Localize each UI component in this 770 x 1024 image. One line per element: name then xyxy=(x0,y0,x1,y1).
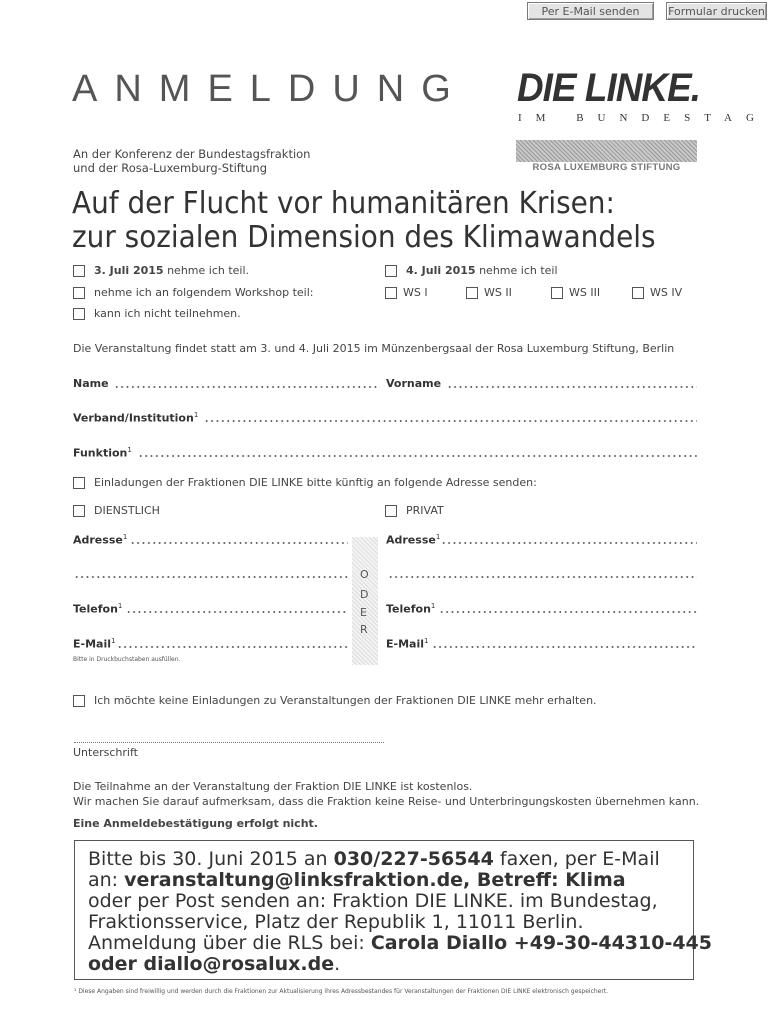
email-dienstlich-label: E-Mail$^1$ xyxy=(73,637,116,651)
ws4-label: WS IV xyxy=(650,286,683,299)
verband-field[interactable] xyxy=(204,420,697,422)
headline-line-2: zur sozialen Dimension des Klimawandels xyxy=(72,220,656,255)
name-label: Name xyxy=(73,377,109,390)
oder-letter: E xyxy=(360,606,367,619)
funktion-label: Funktion$^1$ xyxy=(73,446,132,460)
day2-option: 4. Juli 2015 nehme ich teil xyxy=(406,264,558,277)
fax-line-2: an: veranstaltung@linksfraktion.de, Betreff: Klima xyxy=(88,869,626,891)
email-send-button[interactable]: Per E-Mail senden xyxy=(527,2,654,20)
privat-checkbox[interactable] xyxy=(385,505,397,517)
oder-letter: O xyxy=(360,568,369,581)
ws1-label: WS I xyxy=(403,286,428,299)
invite-address-checkbox[interactable] xyxy=(73,477,85,489)
workshop-option: nehme ich an folgendem Workshop teil: xyxy=(94,286,314,299)
headline-line-1: Auf der Flucht vor humanitären Krisen: xyxy=(72,186,615,221)
rls-logo-graphic xyxy=(516,140,697,162)
invite-address-text: Einladungen der Fraktionen DIE LINKE bitte künftig an folgende Adresse senden: xyxy=(94,476,537,489)
signature-label: Unterschrift xyxy=(73,746,138,759)
telefon-dienstlich-field[interactable] xyxy=(126,611,348,613)
page-title: ANMELDUNG xyxy=(72,68,468,110)
verband-label: Verband/Institution$^1$ xyxy=(73,411,199,425)
free-note: Die Teilnahme an der Veranstaltung der Fraktion DIE LINKE ist kostenlos. xyxy=(73,780,473,793)
no-invites-text: Ich möchte keine Einladungen zu Veranstaltungen der Fraktionen DIE LINKE mehr erhalten. xyxy=(94,694,597,707)
footnote: ¹ Diese Angaben sind freiwillig und werden durch die Fraktionen zur Aktualisierung ihres Adressbestandes für Veranstaltungen der Fraktionen DIE LINKE elektronisch gespeichert. xyxy=(74,988,609,995)
venue-text: Die Veranstaltung findet statt am 3. und 4. Juli 2015 im Münzenbergsaal der Rosa Luxemburg Stiftung, Berlin xyxy=(73,342,675,355)
fax-line-1: Bitte bis 30. Juni 2015 an 030/227-56544 faxen, per E-Mail xyxy=(88,848,660,870)
intro-line-2: und der Rosa-Luxemburg-Stiftung xyxy=(73,161,268,175)
oder-letter: R xyxy=(360,623,368,636)
telefon-dienstlich-label: Telefon$^1$ xyxy=(73,602,123,616)
day1-checkbox[interactable] xyxy=(73,265,85,277)
rls-logo-text: ROSA LUXEMBURG STIFTUNG xyxy=(532,162,681,173)
fax-line-4: Fraktionsservice, Platz der Republik 1, 11011 Berlin. xyxy=(88,911,584,933)
decline-option: kann ich nicht teilnehmen. xyxy=(94,307,241,320)
adresse-dienstlich-field[interactable] xyxy=(130,542,348,544)
email-dienstlich-field[interactable] xyxy=(117,646,348,648)
email-privat-label: E-Mail$^1$ xyxy=(386,637,429,651)
vorname-label: Vorname xyxy=(386,377,442,390)
adresse-dienstlich-label: Adresse$^1$ xyxy=(73,533,128,547)
fax-line-5: Anmeldung über die RLS bei: Carola Diallo +49-30-44310-445 xyxy=(88,932,712,954)
fax-line-6: oder diallo@rosalux.de. xyxy=(88,953,341,975)
telefon-privat-label: Telefon$^1$ xyxy=(386,602,436,616)
costs-note: Wir machen Sie darauf aufmerksam, dass die Fraktion keine Reise- und Unterbringungskosten übernehmen kann. xyxy=(73,795,700,808)
adresse-privat-label: Adresse$^1$ xyxy=(386,533,441,547)
ws2-checkbox[interactable] xyxy=(466,287,478,299)
adresse-dienstlich-field-2[interactable] xyxy=(74,576,348,578)
print-form-button[interactable]: Formular drucken xyxy=(666,2,767,20)
workshop-checkbox[interactable] xyxy=(73,287,85,299)
funktion-field[interactable] xyxy=(138,455,697,457)
ws3-label: WS III xyxy=(569,286,601,299)
ws1-checkbox[interactable] xyxy=(385,287,397,299)
ws2-label: WS II xyxy=(484,286,512,299)
ws3-checkbox[interactable] xyxy=(551,287,563,299)
dienstlich-checkbox[interactable] xyxy=(73,505,85,517)
druckbuchstaben-note: Bitte in Druckbuchstaben ausfüllen. xyxy=(73,656,181,663)
fax-line-3: oder per Post senden an: Fraktion DIE LINKE. im Bundestag, xyxy=(88,890,658,912)
name-field[interactable] xyxy=(114,386,380,388)
privat-label: PRIVAT xyxy=(406,504,444,517)
adresse-privat-field-2[interactable] xyxy=(388,576,697,578)
ws4-checkbox[interactable] xyxy=(632,287,644,299)
day1-option: 3. Juli 2015 nehme ich teil. xyxy=(94,264,250,277)
signature-line[interactable] xyxy=(74,742,384,743)
no-invites-checkbox[interactable] xyxy=(73,695,85,707)
oder-separator xyxy=(352,537,378,665)
intro-line-1: An der Konferenz der Bundestagsfraktion xyxy=(73,147,311,161)
no-confirmation-note: Eine Anmeldebestätigung erfolgt nicht. xyxy=(73,817,318,830)
logo-subtitle: IM BUNDESTAG xyxy=(518,112,768,124)
day2-checkbox[interactable] xyxy=(385,265,397,277)
email-privat-field[interactable] xyxy=(432,646,697,648)
decline-checkbox[interactable] xyxy=(73,308,85,320)
dienstlich-label: DIENSTLICH xyxy=(94,504,160,517)
oder-letter: D xyxy=(360,588,369,601)
telefon-privat-field[interactable] xyxy=(439,611,697,613)
vorname-field[interactable] xyxy=(447,386,697,388)
die-linke-logo: DIE LINKE. xyxy=(517,66,700,110)
adresse-privat-field[interactable] xyxy=(441,542,697,544)
